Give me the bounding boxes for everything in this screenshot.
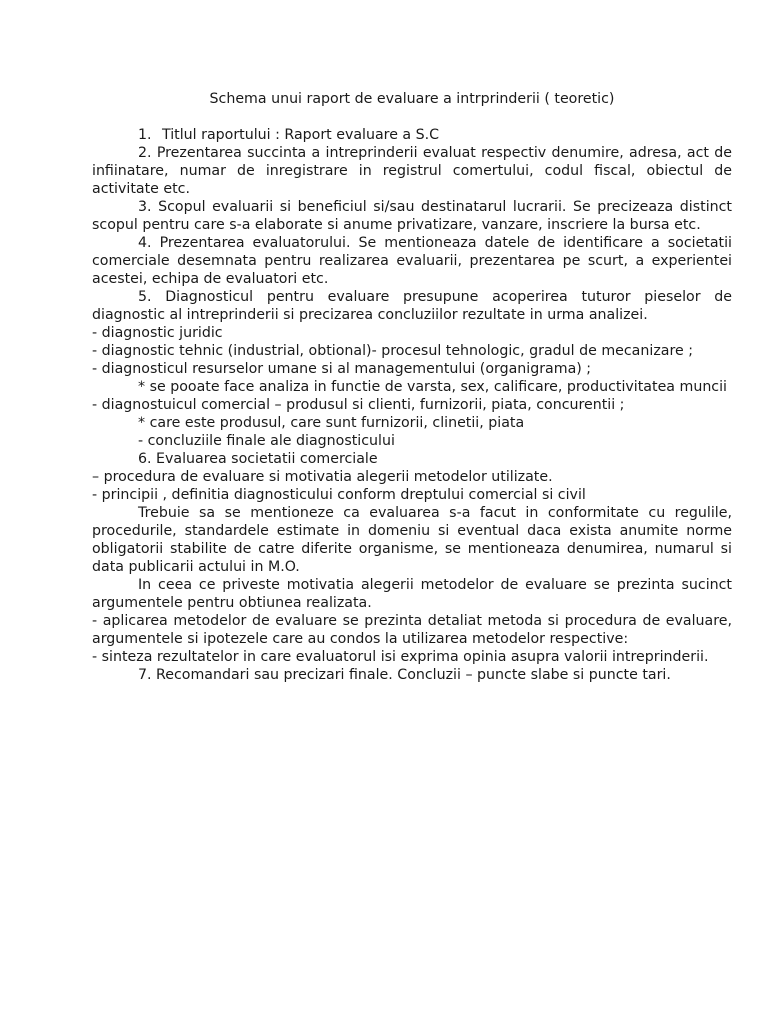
bullet-legal-diagnostic: - diagnostic juridic (92, 325, 223, 341)
section-3-purpose: 3. Scopul evaluarii si beneficiul si/sau destinatarul lucrarii. Se precizeaza distinct scopul pentru care s-a elaborate si anume privatizare, vanzare, inscriere la bursa etc. (92, 199, 732, 233)
section-2-presentation: 2. Prezentarea succinta a intreprinderii evaluat respectiv denumire, adresa, act de infiinatare, numar de inregistrare in registrul comertului, codul fiscal, obiectul de activitate etc. (92, 145, 732, 197)
document-page (92, 0, 732, 1024)
bullet-results-synthesis: - sinteza rezultatelor in care evaluatorul isi exprima opinia asupra valorii intreprinderii. (92, 649, 709, 665)
list-item-1 (92, 126, 732, 144)
bullet-principles: - principii , definitia diagnosticului conform dreptului comercial si civil (92, 487, 586, 503)
section-7-recommendations: 7. Recomandari sau precizari finale. Concluzii – puncte slabe si puncte tari. (138, 667, 671, 683)
section-5-diagnostic: 5. Diagnosticul pentru evaluare presupune acoperirea tuturor pieselor de diagnostic al intreprinderii si precizarea concluziilor rezultate in urma analizei. (92, 289, 732, 323)
bullet-hr-diagnostic: - diagnosticul resurselor umane si al managementului (organigrama) ; (92, 361, 592, 377)
bullet-procedure: – procedura de evaluare si motivatia alegerii metodelor utilizate. (92, 469, 553, 485)
paragraph-compliance: Trebuie sa se mentioneze ca evaluarea s-a facut in conformitate cu regulile, procedurile, standardele estimate in domeniu si eventual daca exista anumite norme obligatorii stabilite de catre diferite organisme, se mentioneaza denumirea, numarul si data publicarii actului in M.O. (92, 505, 732, 575)
document-body (92, 126, 732, 684)
bullet-method-application: - aplicarea metodelor de evaluare se prezinta detaliat metoda si procedura de evaluare, argumentele si ipotezele care au condos la utilizarea metodelor respective: (92, 613, 732, 647)
bullet-technical-diagnostic: - diagnostic tehnic (industrial, obtional)- procesul tehnologic, gradul de mecanizare ; (92, 343, 693, 359)
bullet-commercial-diagnostic: - diagnostuicul comercial – produsul si clienti, furnizorii, piata, concurentii ; (92, 397, 625, 413)
paragraph-method-motivation: In ceea ce priveste motivatia alegerii metodelor de evaluare se prezinta sucinct argumentele pentru obtiunea realizata. (92, 577, 732, 611)
list-item-text: Titlul raportului : Raport evaluare a S.C (162, 127, 440, 143)
document-title: Schema unui raport de evaluare a intrprinderii ( teoretic) (209, 91, 615, 107)
note-hr-analysis: * se pooate face analiza in functie de varsta, sex, calificare, productivitatea muncii (138, 379, 727, 395)
section-6-valuation: 6. Evaluarea societatii comerciale (138, 451, 378, 467)
note-conclusions: - concluziile finale ale diagnosticului (138, 433, 395, 449)
section-4-evaluator: 4. Prezentarea evaluatorului. Se mentioneaza datele de identificare a societatii comerciale desemnata pentru realizarea evaluarii, prezentarea pe scurt, a experientei acestei, echipa de evaluatori etc. (92, 235, 732, 287)
note-commercial: * care este produsul, care sunt furnizorii, clinetii, piata (138, 415, 525, 431)
list-item-number: 1. (138, 127, 152, 143)
